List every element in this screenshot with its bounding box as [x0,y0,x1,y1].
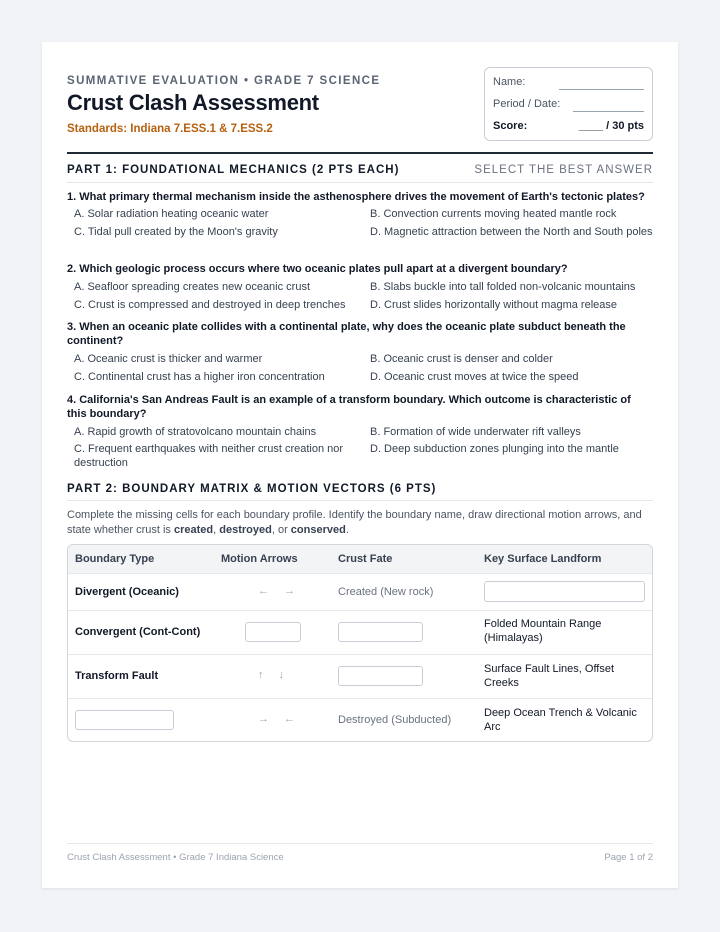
q1-option-a[interactable]: A. Solar radiation heating oceanic water [74,208,269,220]
table-row [68,655,652,699]
row3-crust-fate-input[interactable] [338,666,423,686]
q2-option-b[interactable]: B. Slabs buckle into tall folded non-volcanic mountains [370,281,636,293]
q3-option-d[interactable]: D. Oceanic crust moves at twice the speed [370,371,579,383]
question-3: 3. When an oceanic plate collides with a continental plate, why does the oceanic plate subduct beneath the continent? [67,321,626,347]
q3-option-c[interactable]: C. Continental crust has a higher iron concentration [74,371,325,383]
name-field[interactable] [559,89,644,90]
q2-option-a[interactable]: A. Seafloor spreading creates new oceanic crust [74,281,311,293]
question-1: 1. What primary thermal mechanism inside the asthenosphere drives the movement of Earth's tectonic plates? [67,191,645,203]
row4-boundary-type-input[interactable] [75,710,174,730]
intro-sep-1: , [213,524,220,536]
row1-boundary-type: Divergent (Oceanic) [75,586,179,598]
part2-instructions [67,508,653,538]
row2-landform: Folded Mountain Range (Himalayas) [484,618,602,644]
q3-option-b[interactable]: B. Oceanic crust is denser and colder [370,353,553,365]
q1-option-d[interactable]: D. Magnetic attraction between the North and South poles [370,226,653,238]
q4-option-c[interactable]: C. Frequent earthquakes with neither crust creation nor destruction [74,443,344,469]
q4-option-b[interactable]: B. Formation of wide underwater rift valleys [370,426,581,438]
student-info-box [484,67,653,141]
worksheet-page [42,42,678,888]
intro-destroyed: destroyed [219,524,272,536]
intro-text: Complete the missing cells for each boundary profile. Identify the boundary name, draw directional motion arrows, and state whether crust is [67,509,642,536]
intro-created: created [174,524,214,536]
row1-crust-fate: Created (New rock) [338,586,434,598]
page-title: Crust Clash Assessment [67,90,319,115]
standards-label: Standards: Indiana 7.ESS.1 & 7.ESS.2 [67,123,273,135]
header-divider [67,152,653,154]
intro-conserved: conserved [290,524,346,536]
q1-option-b[interactable]: B. Convection currents moving heated mantle rock [370,208,617,220]
table-row [68,611,652,655]
q3-option-a[interactable]: A. Oceanic crust is thicker and warmer [74,353,263,365]
score-label: Score: [493,120,528,132]
question-4: 4. California's San Andreas Fault is an example of a transform boundary. Which outcome is characteristic of this boundary? [67,394,631,420]
footer-divider [67,843,653,844]
row2-motion-arrows-input[interactable] [245,622,301,642]
score-row [493,117,644,139]
part1-instructions: SELECT THE BEST ANSWER [474,164,653,176]
footer-title: Crust Clash Assessment • Grade 7 Indiana Science [67,852,284,863]
table-row [68,699,652,741]
part1-divider [67,182,653,183]
part2-heading: PART 2: BOUNDARY MATRIX & MOTION VECTORS (6 PTS) [67,483,437,495]
period-date-field[interactable] [573,111,644,112]
part1-heading [67,164,653,176]
col-motion-arrows: Motion Arrows [221,553,298,565]
q1-option-c[interactable]: C. Tidal pull created by the Moon's gravity [74,226,278,238]
eyebrow-label: SUMMATIVE EVALUATION • GRADE 7 SCIENCE [67,75,381,87]
name-row [493,73,644,95]
row2-boundary-type: Convergent (Cont-Cont) [75,626,201,638]
col-crust-fate: Crust Fate [338,553,393,565]
row1-landform-input[interactable] [484,581,645,602]
q2-option-d[interactable]: D. Crust slides horizontally without magma release [370,299,617,311]
row4-motion-arrows: → ← [258,713,302,725]
row3-boundary-type: Transform Fault [75,670,159,682]
col-boundary-type: Boundary Type [75,553,155,565]
intro-end: . [345,524,349,536]
table-row [68,574,652,611]
q4-option-a[interactable]: A. Rapid growth of stratovolcano mountain chains [74,426,317,438]
score-value: ____ / 30 pts [578,120,644,132]
row2-crust-fate-input[interactable] [338,622,423,642]
question-2: 2. Which geologic process occurs where two oceanic plates pull apart at a divergent boundary? [67,263,568,275]
row4-landform: Deep Ocean Trench & Volcanic Arc [484,707,637,733]
row4-crust-fate: Destroyed (Subducted) [338,714,452,726]
part1-heading-text: PART 1: FOUNDATIONAL MECHANICS (2 PTS EACH) [67,164,400,176]
period-label: Period / Date: [493,98,561,110]
q2-option-c[interactable]: C. Crust is compressed and destroyed in deep trenches [74,299,346,311]
name-label: Name: [493,76,526,88]
row3-motion-arrows: ↑ ↓ [258,669,291,681]
table-header [68,545,652,574]
col-landform: Key Surface Landform [484,553,602,565]
boundary-matrix-table [67,544,653,742]
page-number: Page 1 of 2 [604,852,653,863]
intro-sep-2: , or [271,524,291,536]
q4-option-d[interactable]: D. Deep subduction zones plunging into the mantle [370,443,619,455]
row3-landform: Surface Fault Lines, Offset Creeks [484,663,615,689]
part2-divider [67,500,653,501]
period-row [493,95,644,117]
row1-motion-arrows: ← → [258,585,302,597]
